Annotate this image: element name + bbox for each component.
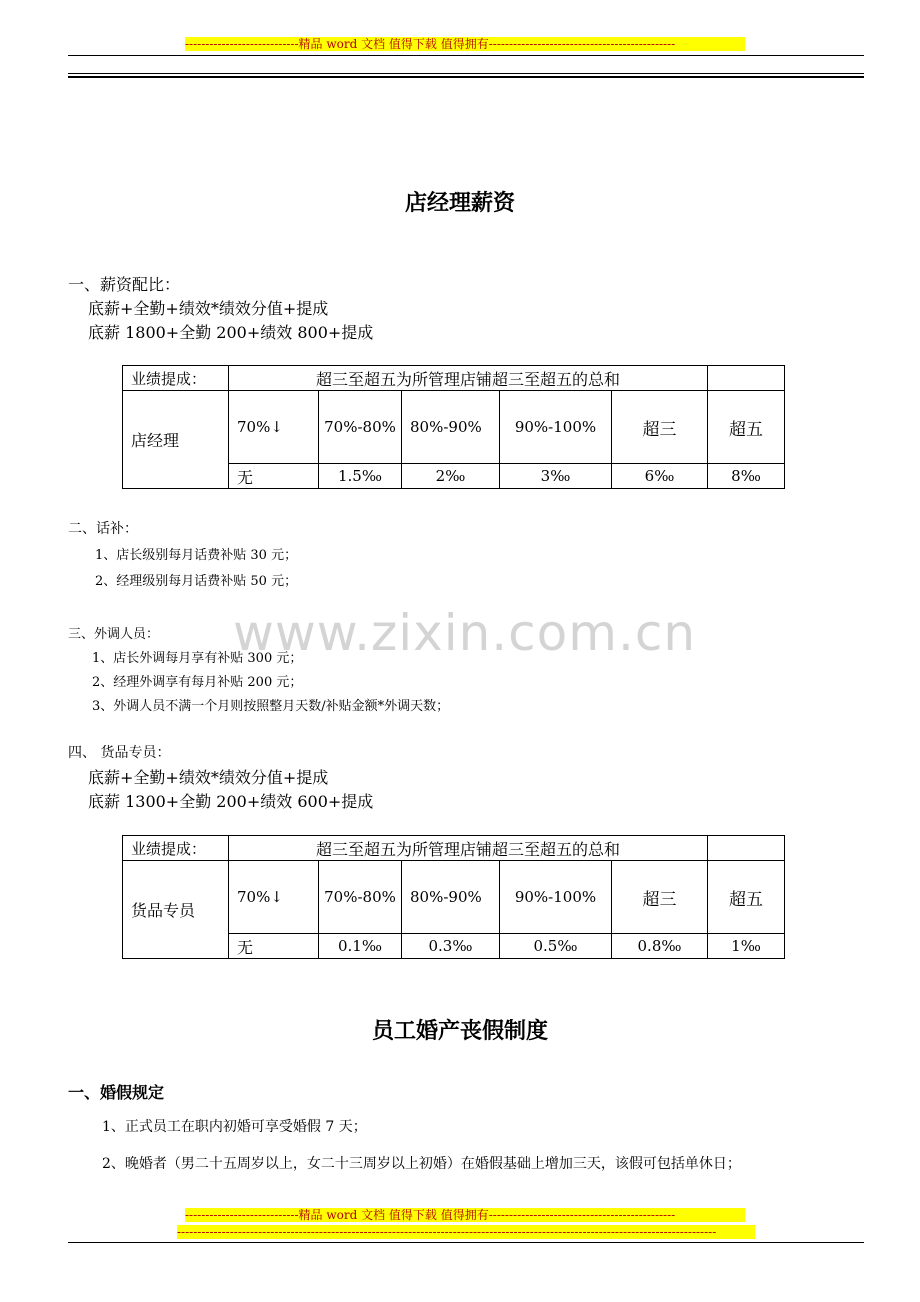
header-banner: ----------------------------精品 word 文档 值得下载 值得拥有---------------------------------------------- [185, 37, 745, 51]
table2-tier-1: 70%-80% [319, 861, 402, 934]
table1-tier-4: 超三 [612, 391, 708, 464]
table2-label: 业绩提成： [123, 836, 229, 861]
table1-role: 店经理 [123, 391, 229, 489]
section5-item-2: 2、晚婚者（男二十五周岁以上，女二十三周岁以上初婚）在婚假基础上增加三天，该假可包括单休日； [102, 1156, 741, 1172]
watermark: www.zixin.com.cn [233, 604, 697, 662]
section3-heading: 三、外调人员： [68, 627, 160, 642]
section3-item-3: 3、外调人员不满一个月则按照整月天数/补贴金额*外调天数； [92, 699, 450, 714]
table2-rate-0: 无 [229, 934, 319, 959]
section1-heading: 一、薪资配比： [68, 275, 181, 294]
table1-header-text: 超三至超五为所管理店铺超三至超五的总和 [229, 366, 708, 391]
table1-rate-4: 6‰ [612, 464, 708, 489]
section3-item-1: 1、店长外调每月享有补贴 300 元； [92, 651, 303, 666]
table2-rate-3: 0.5‰ [500, 934, 612, 959]
footer-dash-line: ------------------------------------------------------------------------------------------------------------------------------------- [177, 1225, 755, 1239]
section2-item-2: 2、经理级别每月话费补贴 50 元； [95, 574, 298, 589]
table1-tier-5: 超五 [708, 391, 785, 464]
table2-tier-5: 超五 [708, 861, 785, 934]
table1-rate-3: 3‰ [500, 464, 612, 489]
section3-item-2: 2、经理外调享有每月补贴 200 元； [92, 675, 303, 690]
section4-heading: 四、 货品专员： [68, 745, 171, 761]
table1-rate-5: 8‰ [708, 464, 785, 489]
section4-values: 底薪 1300+全勤 200+绩效 600+提成 [88, 792, 374, 811]
table1-rate-2: 2‰ [402, 464, 500, 489]
section5-heading: 一、婚假规定 [68, 1083, 165, 1102]
table1-header-blank [708, 366, 785, 391]
table2-tier-4: 超三 [612, 861, 708, 934]
table2-rate-5: 1‰ [708, 934, 785, 959]
table1-tier-3: 90%-100% [500, 391, 612, 464]
section5-item-1: 1、正式员工在职内初婚可享受婚假 7 天； [102, 1119, 367, 1135]
table1-rate-1: 1.5‰ [319, 464, 402, 489]
page-title: 店经理薪资 [404, 191, 515, 216]
footer-banner: ----------------------------精品 word 文档 值得下载 值得拥有---------------------------------------------- [185, 1208, 745, 1222]
table2-tier-2: 80%-90% [402, 861, 500, 934]
section2-item-1: 1、店长级别每月话费补贴 30 元； [95, 548, 298, 563]
table2-role: 货品专员 [123, 861, 229, 959]
table2-rate-1: 0.1‰ [319, 934, 402, 959]
table1-tier-2: 80%-90% [402, 391, 500, 464]
header-rule-double-2 [68, 76, 864, 78]
table1-tier-0: 70%↓ [229, 391, 319, 464]
table2-header-blank [708, 836, 785, 861]
table2-header-text: 超三至超五为所管理店铺超三至超五的总和 [229, 836, 708, 861]
table2-rate-2: 0.3‰ [402, 934, 500, 959]
footer-rule [68, 1242, 864, 1243]
commission-table-manager [122, 365, 785, 489]
commission-table-merchandiser [122, 835, 785, 959]
table1-label: 业绩提成： [123, 366, 229, 391]
header-rule-top [68, 55, 864, 56]
table2-tier-3: 90%-100% [500, 861, 612, 934]
section1-formula: 底薪+全勤+绩效*绩效分值+提成 [88, 299, 329, 318]
section4-formula: 底薪+全勤+绩效*绩效分值+提成 [88, 768, 329, 787]
table1-tier-1: 70%-80% [319, 391, 402, 464]
table1-rate-0: 无 [229, 464, 319, 489]
header-rule-double-1 [68, 73, 864, 74]
table2-tier-0: 70%↓ [229, 861, 319, 934]
table2-rate-4: 0.8‰ [612, 934, 708, 959]
section-title-leave: 员工婚产丧假制度 [371, 1019, 548, 1044]
section1-values: 底薪 1800+全勤 200+绩效 800+提成 [88, 323, 374, 342]
section2-heading: 二、话补： [68, 521, 138, 537]
